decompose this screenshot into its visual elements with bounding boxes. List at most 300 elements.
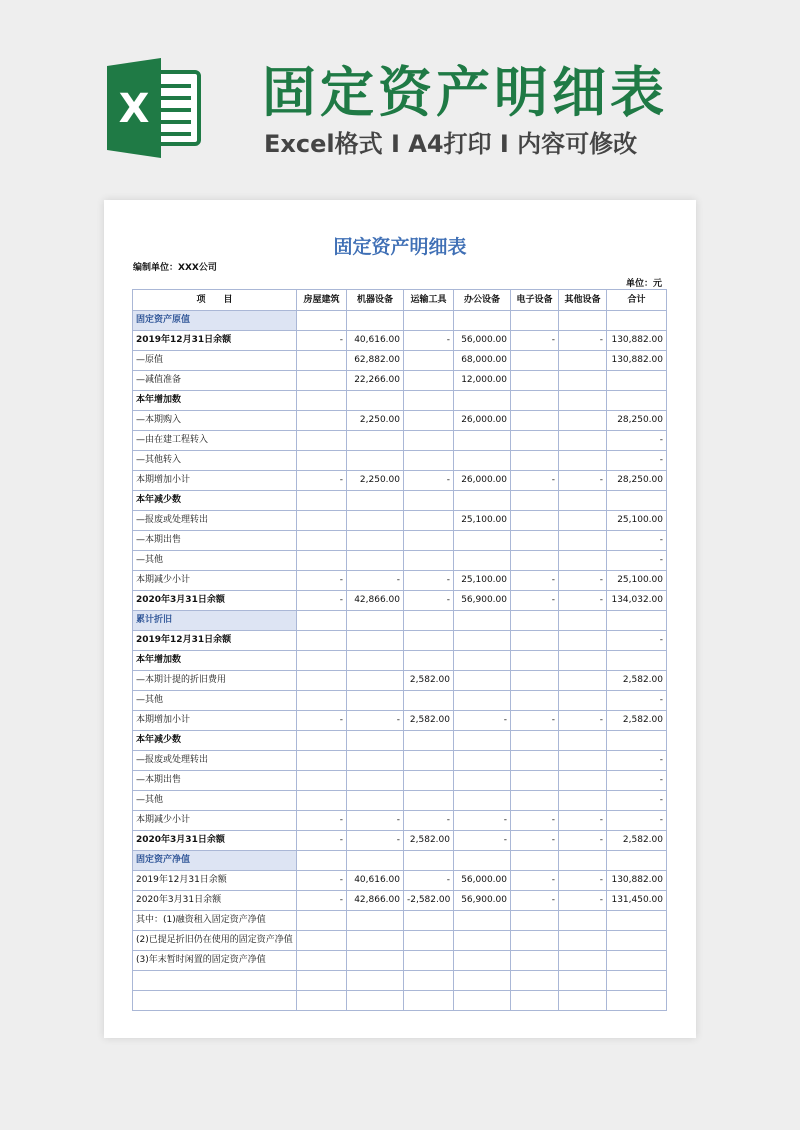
- value-cell[interactable]: [404, 931, 454, 951]
- row-label-cell[interactable]: —本期出售: [133, 531, 297, 551]
- value-cell[interactable]: [559, 791, 607, 811]
- value-cell[interactable]: [454, 791, 511, 811]
- value-cell[interactable]: 130,882.00: [607, 871, 667, 891]
- value-cell[interactable]: [607, 371, 667, 391]
- value-cell[interactable]: [404, 391, 454, 411]
- value-cell[interactable]: [454, 691, 511, 711]
- value-cell[interactable]: [454, 671, 511, 691]
- value-cell[interactable]: [297, 451, 347, 471]
- value-cell[interactable]: -: [559, 831, 607, 851]
- row-label-cell[interactable]: 本年增加数: [133, 391, 297, 411]
- value-cell[interactable]: -: [607, 551, 667, 571]
- value-cell[interactable]: [297, 311, 347, 331]
- value-cell[interactable]: [297, 531, 347, 551]
- value-cell[interactable]: [559, 371, 607, 391]
- value-cell[interactable]: 28,250.00: [607, 471, 667, 491]
- row-label-cell[interactable]: (2)已提足折旧仍在使用的固定资产净值: [133, 931, 297, 951]
- value-cell[interactable]: [559, 531, 607, 551]
- value-cell[interactable]: [404, 751, 454, 771]
- header-cell[interactable]: 房屋建筑: [297, 290, 347, 311]
- row-label-cell[interactable]: 固定资产原值: [133, 311, 297, 331]
- value-cell[interactable]: 2,582.00: [404, 711, 454, 731]
- value-cell[interactable]: [404, 791, 454, 811]
- value-cell[interactable]: -: [511, 831, 559, 851]
- value-cell[interactable]: [559, 311, 607, 331]
- value-cell[interactable]: [607, 491, 667, 511]
- value-cell[interactable]: [454, 611, 511, 631]
- banner-title: 固定资产明细表: [262, 61, 668, 124]
- value-cell[interactable]: [454, 731, 511, 751]
- value-cell[interactable]: [404, 491, 454, 511]
- value-cell[interactable]: [454, 451, 511, 471]
- value-cell[interactable]: 56,000.00: [454, 331, 511, 351]
- value-cell[interactable]: [454, 951, 511, 971]
- value-cell[interactable]: [347, 671, 404, 691]
- row-label-cell[interactable]: 本年减少数: [133, 491, 297, 511]
- value-cell[interactable]: [511, 371, 559, 391]
- row-label-cell[interactable]: —报废或处理转出: [133, 751, 297, 771]
- table-row: [133, 651, 667, 671]
- value-cell[interactable]: -: [404, 591, 454, 611]
- value-cell[interactable]: 56,000.00: [454, 871, 511, 891]
- value-cell[interactable]: -: [607, 531, 667, 551]
- value-cell[interactable]: 2,582.00: [404, 831, 454, 851]
- value-cell[interactable]: [511, 671, 559, 691]
- value-cell[interactable]: [297, 991, 347, 1011]
- row-label-cell[interactable]: 本期增加小计: [133, 471, 297, 491]
- value-cell[interactable]: [607, 991, 667, 1011]
- value-cell[interactable]: 40,616.00: [347, 331, 404, 351]
- value-cell[interactable]: [511, 791, 559, 811]
- header-cell[interactable]: 项 目: [133, 290, 297, 311]
- value-cell[interactable]: [297, 771, 347, 791]
- table-row: [133, 851, 667, 871]
- value-cell[interactable]: [454, 311, 511, 331]
- row-label-cell[interactable]: [133, 991, 297, 1011]
- value-cell[interactable]: -: [511, 591, 559, 611]
- value-cell[interactable]: -: [347, 571, 404, 591]
- value-cell[interactable]: [297, 791, 347, 811]
- value-cell[interactable]: 42,866.00: [347, 591, 404, 611]
- value-cell[interactable]: [511, 751, 559, 771]
- value-cell[interactable]: [511, 311, 559, 331]
- value-cell[interactable]: [404, 771, 454, 791]
- value-cell[interactable]: 26,000.00: [454, 411, 511, 431]
- value-cell[interactable]: -: [297, 471, 347, 491]
- row-label-cell[interactable]: —其他: [133, 791, 297, 811]
- value-cell[interactable]: [404, 731, 454, 751]
- value-cell[interactable]: [404, 431, 454, 451]
- value-cell[interactable]: -: [607, 431, 667, 451]
- value-cell[interactable]: 25,100.00: [454, 571, 511, 591]
- value-cell[interactable]: -: [511, 571, 559, 591]
- value-cell[interactable]: -: [297, 891, 347, 911]
- value-cell[interactable]: [511, 991, 559, 1011]
- value-cell[interactable]: [297, 431, 347, 451]
- row-label-cell[interactable]: 固定资产净值: [133, 851, 297, 871]
- value-cell[interactable]: [607, 311, 667, 331]
- value-cell[interactable]: -: [454, 811, 511, 831]
- value-cell[interactable]: -: [511, 811, 559, 831]
- value-cell[interactable]: [454, 631, 511, 651]
- row-label-cell[interactable]: 2020年3月31日余额: [133, 831, 297, 851]
- value-cell[interactable]: [454, 531, 511, 551]
- row-label-cell[interactable]: 本期减少小计: [133, 571, 297, 591]
- row-label-cell[interactable]: —本期计提的折旧费用: [133, 671, 297, 691]
- svg-text:X: X: [118, 86, 150, 132]
- value-cell[interactable]: [347, 851, 404, 871]
- value-cell[interactable]: [454, 551, 511, 571]
- value-cell[interactable]: 26,000.00: [454, 471, 511, 491]
- value-cell[interactable]: 12,000.00: [454, 371, 511, 391]
- value-cell[interactable]: -: [607, 771, 667, 791]
- value-cell[interactable]: [347, 691, 404, 711]
- value-cell[interactable]: 2,582.00: [607, 831, 667, 851]
- value-cell[interactable]: 25,100.00: [607, 571, 667, 591]
- value-cell[interactable]: [297, 971, 347, 991]
- value-cell[interactable]: [511, 531, 559, 551]
- value-cell[interactable]: [559, 411, 607, 431]
- row-label-cell[interactable]: —报废或处理转出: [133, 511, 297, 531]
- value-cell[interactable]: [511, 911, 559, 931]
- value-cell[interactable]: 134,032.00: [607, 591, 667, 611]
- value-cell[interactable]: [297, 511, 347, 531]
- value-cell[interactable]: [559, 731, 607, 751]
- value-cell[interactable]: [511, 611, 559, 631]
- value-cell[interactable]: -: [347, 711, 404, 731]
- value-cell[interactable]: [347, 511, 404, 531]
- header-cell[interactable]: 机器设备: [347, 290, 404, 311]
- value-cell[interactable]: [297, 651, 347, 671]
- value-cell[interactable]: -: [559, 811, 607, 831]
- value-cell[interactable]: [559, 491, 607, 511]
- value-cell[interactable]: [297, 851, 347, 871]
- value-cell[interactable]: [454, 971, 511, 991]
- value-cell[interactable]: [454, 491, 511, 511]
- row-label-cell[interactable]: (3)年末暂时闲置的固定资产净值: [133, 951, 297, 971]
- value-cell[interactable]: 62,882.00: [347, 351, 404, 371]
- value-cell[interactable]: [404, 451, 454, 471]
- value-cell[interactable]: [607, 851, 667, 871]
- value-cell[interactable]: [559, 771, 607, 791]
- value-cell[interactable]: [404, 371, 454, 391]
- value-cell[interactable]: -: [607, 451, 667, 471]
- row-label-cell[interactable]: 2019年12月31日余额: [133, 331, 297, 351]
- value-cell[interactable]: [511, 771, 559, 791]
- value-cell[interactable]: [511, 551, 559, 571]
- value-cell[interactable]: -: [511, 711, 559, 731]
- value-cell[interactable]: [297, 491, 347, 511]
- value-cell[interactable]: [347, 731, 404, 751]
- value-cell[interactable]: [404, 991, 454, 1011]
- value-cell[interactable]: [297, 931, 347, 951]
- value-cell[interactable]: [559, 911, 607, 931]
- value-cell[interactable]: [404, 611, 454, 631]
- value-cell[interactable]: -: [454, 831, 511, 851]
- value-cell[interactable]: [607, 391, 667, 411]
- value-cell[interactable]: [559, 851, 607, 871]
- value-cell[interactable]: [607, 931, 667, 951]
- value-cell[interactable]: [404, 351, 454, 371]
- value-cell[interactable]: 131,450.00: [607, 891, 667, 911]
- row-label-cell[interactable]: 累计折旧: [133, 611, 297, 631]
- value-cell[interactable]: [454, 851, 511, 871]
- value-cell[interactable]: -: [404, 871, 454, 891]
- value-cell[interactable]: 2,582.00: [404, 671, 454, 691]
- value-cell[interactable]: -: [347, 811, 404, 831]
- row-label-cell[interactable]: —本期出售: [133, 771, 297, 791]
- value-cell[interactable]: [404, 531, 454, 551]
- value-cell[interactable]: [559, 951, 607, 971]
- row-label-cell[interactable]: 2019年12月31日余额: [133, 871, 297, 891]
- value-cell[interactable]: [404, 651, 454, 671]
- value-cell[interactable]: [297, 731, 347, 751]
- value-cell[interactable]: -: [297, 811, 347, 831]
- value-cell[interactable]: [607, 911, 667, 931]
- value-cell[interactable]: [347, 491, 404, 511]
- table-row: [133, 331, 667, 351]
- unit-label: 单位：元: [625, 279, 662, 289]
- row-label-cell[interactable]: 本期增加小计: [133, 711, 297, 731]
- value-cell[interactable]: [559, 931, 607, 951]
- table-row: [133, 891, 667, 911]
- header-cell[interactable]: 办公设备: [454, 290, 511, 311]
- value-cell[interactable]: [297, 391, 347, 411]
- value-cell[interactable]: [404, 511, 454, 531]
- header-cell[interactable]: 电子设备: [511, 290, 559, 311]
- value-cell[interactable]: -: [559, 331, 607, 351]
- value-cell[interactable]: [404, 411, 454, 431]
- value-cell[interactable]: [404, 631, 454, 651]
- value-cell[interactable]: -: [347, 831, 404, 851]
- value-cell[interactable]: [297, 411, 347, 431]
- value-cell[interactable]: [404, 311, 454, 331]
- value-cell[interactable]: [297, 611, 347, 631]
- value-cell[interactable]: [297, 751, 347, 771]
- value-cell[interactable]: -: [559, 871, 607, 891]
- value-cell[interactable]: [511, 391, 559, 411]
- value-cell[interactable]: -: [297, 571, 347, 591]
- row-label-cell[interactable]: 本年增加数: [133, 651, 297, 671]
- value-cell[interactable]: [607, 951, 667, 971]
- value-cell[interactable]: [347, 751, 404, 771]
- value-cell[interactable]: [347, 931, 404, 951]
- value-cell[interactable]: [347, 991, 404, 1011]
- value-cell[interactable]: [454, 931, 511, 951]
- value-cell[interactable]: 2,250.00: [347, 471, 404, 491]
- value-cell[interactable]: [511, 511, 559, 531]
- row-label-cell[interactable]: 2020年3月31日余额: [133, 891, 297, 911]
- value-cell[interactable]: [347, 951, 404, 971]
- value-cell[interactable]: [297, 371, 347, 391]
- header-cell[interactable]: 运输工具: [404, 290, 454, 311]
- row-label-cell[interactable]: —其他转入: [133, 451, 297, 471]
- value-cell[interactable]: -: [404, 331, 454, 351]
- value-cell[interactable]: 56,900.00: [454, 891, 511, 911]
- value-cell[interactable]: [454, 431, 511, 451]
- value-cell[interactable]: 56,900.00: [454, 591, 511, 611]
- value-cell[interactable]: [559, 351, 607, 371]
- value-cell[interactable]: [297, 911, 347, 931]
- value-cell[interactable]: [404, 551, 454, 571]
- value-cell[interactable]: [404, 971, 454, 991]
- value-cell[interactable]: 40,616.00: [347, 871, 404, 891]
- value-cell[interactable]: -: [559, 591, 607, 611]
- value-cell[interactable]: [297, 631, 347, 651]
- value-cell[interactable]: [297, 691, 347, 711]
- value-cell[interactable]: [454, 911, 511, 931]
- value-cell[interactable]: -: [511, 871, 559, 891]
- value-cell[interactable]: [559, 751, 607, 771]
- value-cell[interactable]: [347, 551, 404, 571]
- value-cell[interactable]: -: [297, 831, 347, 851]
- value-cell[interactable]: [454, 771, 511, 791]
- value-cell[interactable]: [559, 631, 607, 651]
- value-cell[interactable]: [559, 391, 607, 411]
- value-cell[interactable]: -: [607, 751, 667, 771]
- value-cell[interactable]: [607, 651, 667, 671]
- value-cell[interactable]: [297, 351, 347, 371]
- banner: [0, 0, 800, 180]
- value-cell[interactable]: [347, 631, 404, 651]
- value-cell[interactable]: [347, 311, 404, 331]
- header-cell[interactable]: 合计: [607, 290, 667, 311]
- value-cell[interactable]: -: [297, 711, 347, 731]
- value-cell[interactable]: [404, 951, 454, 971]
- row-label-cell[interactable]: —减值准备: [133, 371, 297, 391]
- value-cell[interactable]: -: [607, 631, 667, 651]
- header-cell[interactable]: 其他设备: [559, 290, 607, 311]
- value-cell[interactable]: [297, 551, 347, 571]
- value-cell[interactable]: [347, 651, 404, 671]
- value-cell[interactable]: [511, 651, 559, 671]
- value-cell[interactable]: [559, 511, 607, 531]
- value-cell[interactable]: -: [607, 811, 667, 831]
- value-cell[interactable]: [297, 671, 347, 691]
- value-cell[interactable]: [454, 391, 511, 411]
- value-cell[interactable]: [404, 911, 454, 931]
- value-cell[interactable]: -: [404, 811, 454, 831]
- value-cell[interactable]: [347, 431, 404, 451]
- value-cell[interactable]: [347, 451, 404, 471]
- value-cell[interactable]: [559, 451, 607, 471]
- value-cell[interactable]: [347, 971, 404, 991]
- value-cell[interactable]: -: [559, 891, 607, 911]
- value-cell[interactable]: [511, 931, 559, 951]
- value-cell[interactable]: [559, 971, 607, 991]
- value-cell[interactable]: [559, 991, 607, 1011]
- value-cell[interactable]: [347, 911, 404, 931]
- value-cell[interactable]: [559, 651, 607, 671]
- value-cell[interactable]: 2,582.00: [607, 671, 667, 691]
- value-cell[interactable]: 130,882.00: [607, 351, 667, 371]
- row-label-cell[interactable]: —其他: [133, 551, 297, 571]
- value-cell[interactable]: -: [511, 471, 559, 491]
- value-cell[interactable]: [454, 751, 511, 771]
- value-cell[interactable]: -: [559, 711, 607, 731]
- value-cell[interactable]: [559, 671, 607, 691]
- value-cell[interactable]: -: [511, 891, 559, 911]
- value-cell[interactable]: [607, 731, 667, 751]
- value-cell[interactable]: [559, 611, 607, 631]
- value-cell[interactable]: [511, 971, 559, 991]
- value-cell[interactable]: -2,582.00: [404, 891, 454, 911]
- row-label-cell[interactable]: 2020年3月31日余额: [133, 591, 297, 611]
- value-cell[interactable]: [511, 631, 559, 651]
- value-cell[interactable]: -: [454, 711, 511, 731]
- excel-icon: [103, 58, 203, 158]
- value-cell[interactable]: 28,250.00: [607, 411, 667, 431]
- value-cell[interactable]: [607, 611, 667, 631]
- value-cell[interactable]: [511, 851, 559, 871]
- value-cell[interactable]: [454, 651, 511, 671]
- value-cell[interactable]: 130,882.00: [607, 331, 667, 351]
- value-cell[interactable]: [511, 951, 559, 971]
- row-label-cell[interactable]: —本期购入: [133, 411, 297, 431]
- value-cell[interactable]: [454, 991, 511, 1011]
- value-cell[interactable]: 42,866.00: [347, 891, 404, 911]
- value-cell[interactable]: [347, 391, 404, 411]
- value-cell[interactable]: -: [297, 331, 347, 351]
- value-cell[interactable]: -: [404, 471, 454, 491]
- value-cell[interactable]: [511, 411, 559, 431]
- value-cell[interactable]: [347, 611, 404, 631]
- row-label-cell[interactable]: 本期减少小计: [133, 811, 297, 831]
- table-row: [133, 731, 667, 751]
- value-cell[interactable]: [607, 971, 667, 991]
- value-cell[interactable]: [347, 531, 404, 551]
- value-cell[interactable]: [404, 691, 454, 711]
- value-cell[interactable]: -: [404, 571, 454, 591]
- value-cell[interactable]: -: [297, 591, 347, 611]
- value-cell[interactable]: -: [559, 471, 607, 491]
- value-cell[interactable]: 25,100.00: [607, 511, 667, 531]
- table-row: [133, 591, 667, 611]
- value-cell[interactable]: -: [607, 691, 667, 711]
- value-cell[interactable]: 68,000.00: [454, 351, 511, 371]
- value-cell[interactable]: [511, 731, 559, 751]
- value-cell[interactable]: 2,582.00: [607, 711, 667, 731]
- value-cell[interactable]: [511, 351, 559, 371]
- value-cell[interactable]: [511, 451, 559, 471]
- value-cell[interactable]: 22,266.00: [347, 371, 404, 391]
- value-cell[interactable]: [347, 771, 404, 791]
- value-cell[interactable]: [559, 691, 607, 711]
- value-cell[interactable]: [347, 791, 404, 811]
- value-cell[interactable]: [559, 551, 607, 571]
- value-cell[interactable]: [559, 431, 607, 451]
- row-label-cell[interactable]: —其他: [133, 691, 297, 711]
- row-label-cell[interactable]: [133, 971, 297, 991]
- value-cell[interactable]: -: [559, 571, 607, 591]
- row-label-cell[interactable]: 本年减少数: [133, 731, 297, 751]
- row-label-cell[interactable]: —由在建工程转入: [133, 431, 297, 451]
- row-label-cell[interactable]: —原值: [133, 351, 297, 371]
- value-cell[interactable]: -: [297, 871, 347, 891]
- row-label-cell[interactable]: 2019年12月31日余额: [133, 631, 297, 651]
- value-cell[interactable]: 2,250.00: [347, 411, 404, 431]
- value-cell[interactable]: 25,100.00: [454, 511, 511, 531]
- value-cell[interactable]: [511, 691, 559, 711]
- value-cell[interactable]: [297, 951, 347, 971]
- row-label-cell[interactable]: 其中：(1)融资租入固定资产净值: [133, 911, 297, 931]
- table-row: [133, 371, 667, 391]
- value-cell[interactable]: [511, 491, 559, 511]
- value-cell[interactable]: [511, 431, 559, 451]
- value-cell[interactable]: -: [511, 331, 559, 351]
- value-cell[interactable]: [404, 851, 454, 871]
- value-cell[interactable]: -: [607, 791, 667, 811]
